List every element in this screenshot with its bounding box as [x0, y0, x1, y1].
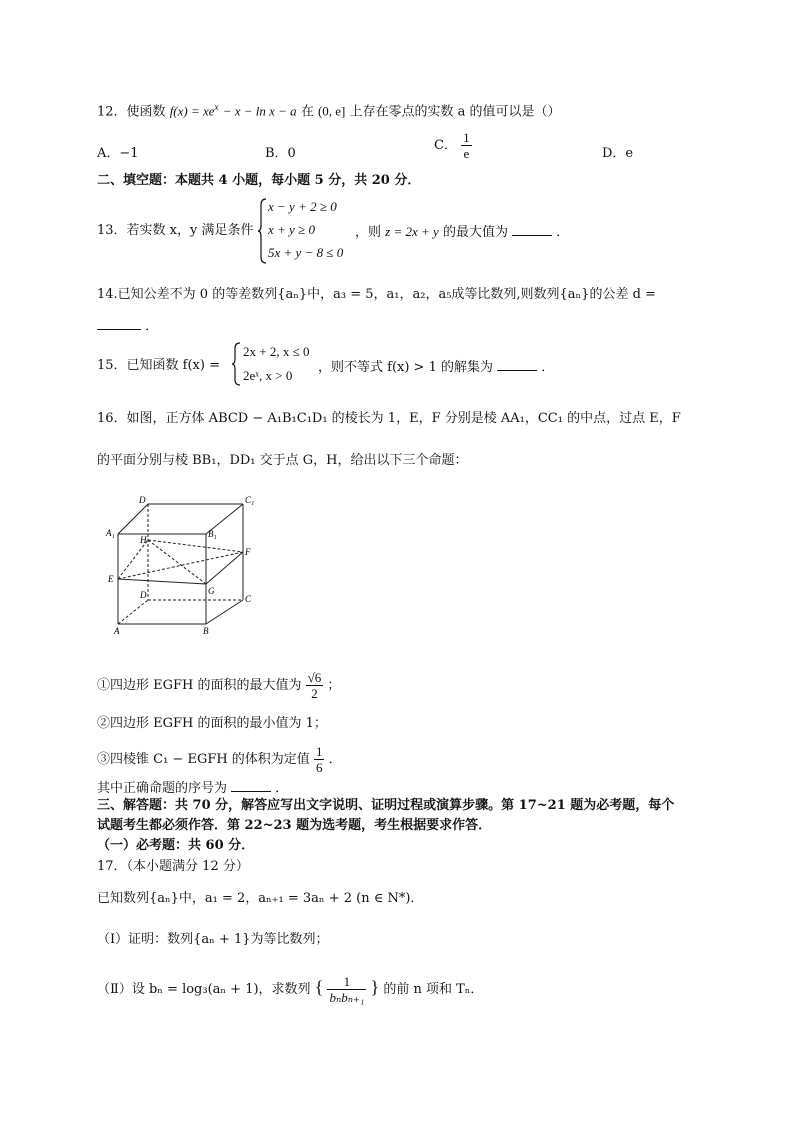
cube-label-d: D: [140, 590, 147, 600]
cube-figure: [100, 490, 260, 638]
q16-line-1: 16．如图，正方体 ABCD − A₁B₁C₁D₁ 的棱长为 1，E，F 分别是棱 AA₁，CC₁ 的中点，过点 E，F: [97, 411, 681, 426]
section3-line-3: （一）必考题：共 60 分．: [97, 838, 255, 853]
q12-option-c-fraction: $\frac{1}{e}$: [463, 130, 470, 161]
q13-constraint-3: 5x + y − 8 ≤ 0: [268, 245, 344, 260]
q12-option-d: D．e: [602, 146, 634, 161]
section3-line-1: 三、解答题：共 70 分，解答应写出文字说明、证明过程或演算步骤。第 17~21 题为必考题，每个: [97, 798, 675, 813]
q16-line-2: 的平面分别与棱 BB₁，DD₁ 交于点 G，H，给出以下三个命题：: [97, 453, 468, 468]
q12-option-c: C． $\frac{1}{e}$: [434, 130, 470, 161]
cube-label-e: E: [108, 574, 114, 584]
q12-option-b: B．0: [265, 146, 296, 161]
q16-proposition-1: ①四边形 EGFH 的面积的最大值为 $\frac{√6}{2}$ ；: [97, 670, 341, 701]
q16-answer-blank: [231, 778, 271, 792]
q17-given: 已知数列{aₙ}中，a₁ = 2，aₙ₊₁ = 3aₙ + 2 (n ∈ N*)．: [97, 891, 424, 906]
q13-brace: [258, 197, 268, 265]
q17-fraction: $\frac{1}{\text{bₙbₙ₊₁}}$: [329, 974, 365, 1005]
q15-case-1: 2x + 2, x ≤ 0: [243, 344, 310, 359]
cube-label-c1: C₁: [245, 495, 255, 505]
cube-label-h: H: [140, 535, 147, 545]
cube-label-a1: A₁: [106, 528, 115, 538]
cube-label-a: A: [114, 626, 120, 636]
q15-prefix: 15．已知函数 f(x) =: [97, 358, 220, 373]
q14-answer: ．: [97, 316, 158, 336]
q17-header: 17．（本小题满分 12 分）: [97, 859, 249, 874]
cube-label-g: G: [208, 586, 215, 596]
cube-label-c: C: [245, 594, 252, 604]
q15-case-2: 2eˣ, x > 0: [243, 368, 293, 383]
q12-option-a: A．−1: [97, 146, 139, 161]
q15-suffix: ，则不等式 f(x) > 1 的解集为 ．: [318, 357, 554, 377]
q13-constraint-2: x + y ≥ 0: [268, 222, 315, 237]
q12-stem: 12．使函数 $f(x) = xe^x - x - \ln x - a$ 在 (0, e] 上存在零点的实数 a 的值可以是（）: [97, 102, 561, 120]
q14-stem: 14.已知公差不为 0 的等差数列{aₙ}中，a₃ = 5，a₁，a₂，a₅成等比数列,则数列{aₙ}的公差 d =: [97, 287, 656, 302]
section2-title: 二、填空题：本题共 4 小题，每小题 5 分，共 20 分．: [97, 173, 421, 188]
q16-p3-fraction: $\frac{1}{6}$: [315, 744, 323, 775]
section3-line-2: 试题考生都必须作答．第 22~23 题为选考题，考生根据要求作答．: [97, 818, 492, 833]
q14-answer-blank: [97, 316, 141, 330]
q15-answer-blank: [497, 357, 537, 371]
cube-label-f: F: [245, 547, 251, 557]
q16-ask: 其中正确命题的序号为 ．: [97, 778, 288, 798]
q13-answer-blank: [512, 222, 552, 236]
q15-brace: [232, 341, 242, 387]
q13-constraint-1: x − y + 2 ≥ 0: [268, 199, 337, 214]
q16-proposition-2: ②四边形 EGFH 的面积的最小值为 1；: [97, 716, 327, 731]
cube-label-b1: B₁: [208, 529, 217, 539]
q16-p1-fraction: $\frac{√6}{2}$: [307, 670, 322, 701]
q17-part-2: （Ⅱ）设 bₙ = log₃(aₙ + 1)，求数列 { $\frac{1}{\text{bₙbₙ₊₁}}$ } 的前 n 项和 Tₙ．: [97, 974, 484, 1005]
cube-label-b: B: [203, 626, 209, 636]
q13-suffix: ，则 z = 2x + y 的最大值为 ．: [355, 224, 570, 240]
q17-part-1: （Ⅰ）证明：数列{aₙ + 1}为等比数列；: [97, 932, 329, 947]
q13-prefix: 13．若实数 x，y 满足条件: [97, 223, 254, 238]
q17-left-brace: {: [314, 977, 324, 997]
q17-right-brace: }: [370, 977, 380, 997]
cube-label-d1: D: [139, 495, 146, 505]
q16-proposition-3: ③四棱锥 C₁ − EGFH 的体积为定值 $\frac{1}{6}$ ．: [97, 744, 342, 775]
